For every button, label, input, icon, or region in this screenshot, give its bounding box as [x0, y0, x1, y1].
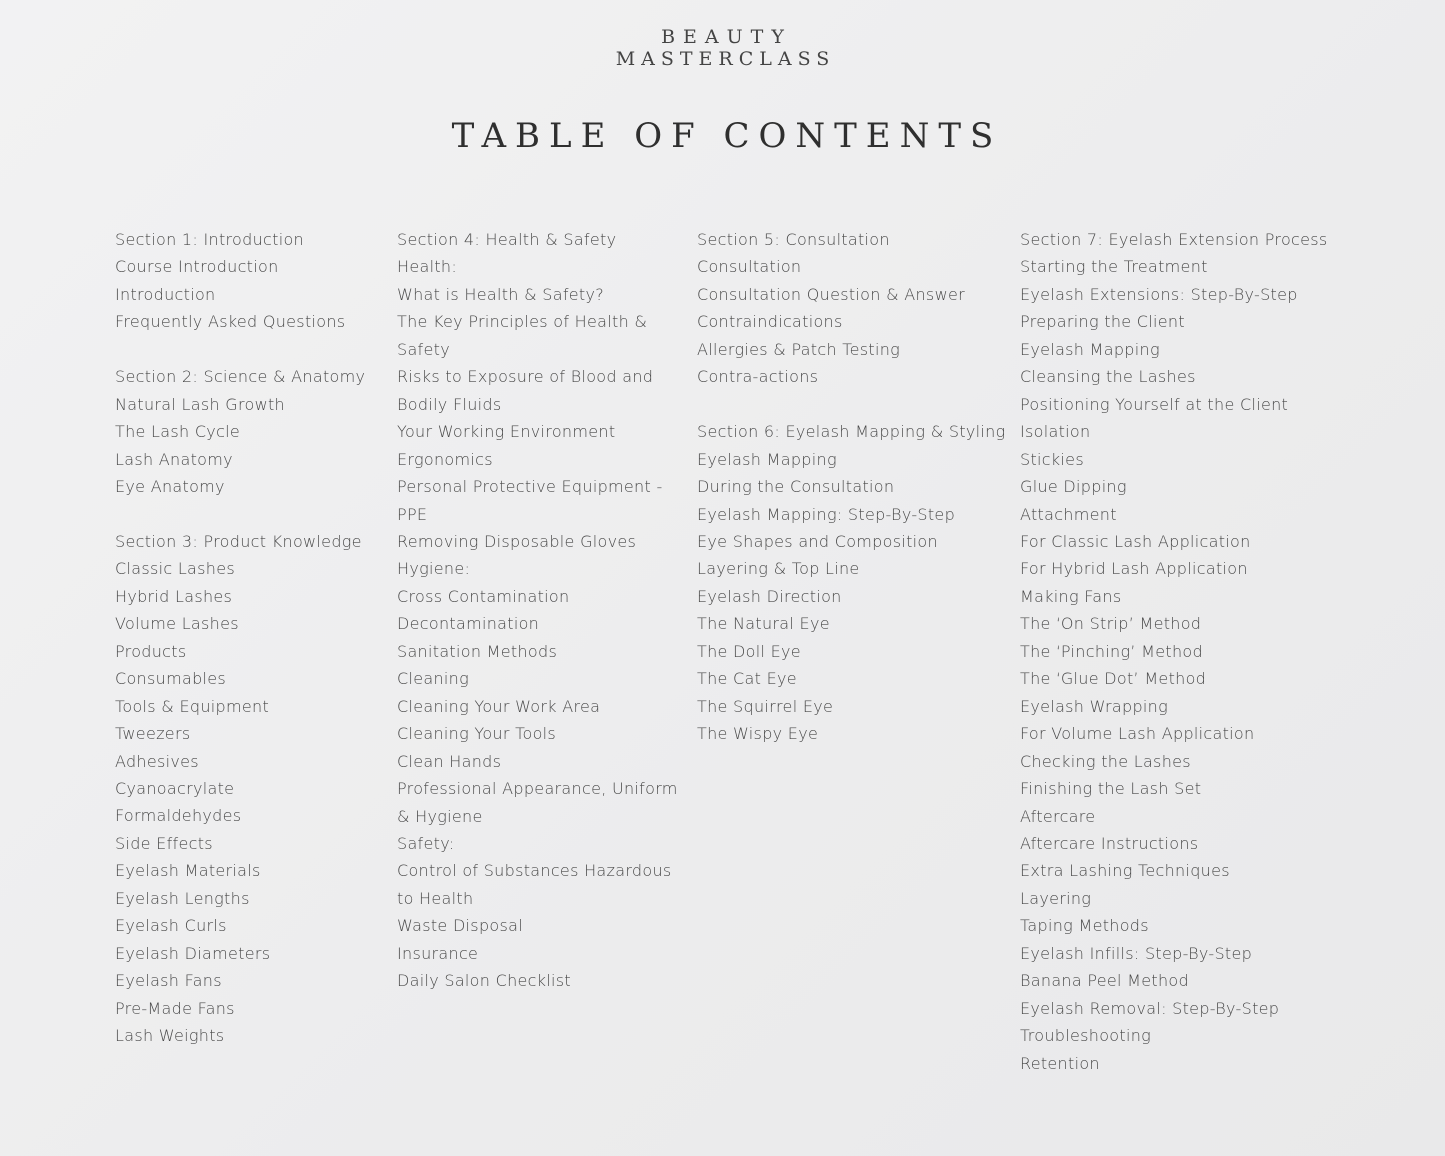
- toc-entry[interactable]: Frequently Asked Questions: [115, 312, 346, 332]
- toc-entry[interactable]: Eyelash Mapping: Step-By-Step: [697, 504, 956, 524]
- toc-entry[interactable]: Course Introduction: [115, 257, 279, 277]
- toc-entry[interactable]: Consultation: [697, 257, 802, 277]
- toc-entry[interactable]: Eyelash Materials: [115, 861, 261, 881]
- brand-line-2: MASTERCLASS: [615, 48, 836, 70]
- toc-section-heading[interactable]: Section 3: Product Knowledge: [115, 531, 362, 551]
- toc-entry[interactable]: Starting the Treatment: [1020, 257, 1208, 277]
- toc-entry[interactable]: Lash Weights: [115, 1026, 225, 1046]
- toc-section-heading[interactable]: Section 7: Eyelash Extension Process: [1020, 230, 1328, 249]
- toc-entry[interactable]: Adhesives: [115, 751, 199, 771]
- toc-entry[interactable]: Safety:: [397, 833, 455, 853]
- toc-entry[interactable]: Eyelash Lengths: [115, 888, 250, 908]
- toc-entry[interactable]: Risks to Exposure of Blood and: [397, 367, 654, 387]
- toc-entry[interactable]: Safety: [397, 339, 450, 359]
- toc-entry[interactable]: & Hygiene: [397, 806, 483, 826]
- toc-entry[interactable]: The Lash Cycle: [115, 422, 241, 442]
- toc-entry[interactable]: For Classic Lash Application: [1020, 531, 1251, 551]
- toc-entry[interactable]: Eyelash Wrapping: [1020, 696, 1169, 716]
- toc-entry[interactable]: Sanitation Methods: [397, 641, 558, 661]
- toc-entry[interactable]: The Key Principles of Health &: [397, 312, 648, 332]
- toc-entry[interactable]: Glue Dipping: [1020, 477, 1127, 497]
- brand-logo: [0, 26, 1445, 70]
- toc-entry[interactable]: Preparing the Client: [1020, 312, 1185, 332]
- toc-entry[interactable]: Daily Salon Checklist: [397, 971, 572, 991]
- toc-entry[interactable]: Clean Hands: [397, 751, 502, 771]
- section-spacer: [115, 501, 385, 528]
- toc-entry[interactable]: Cleansing the Lashes: [1020, 367, 1196, 387]
- toc-entry[interactable]: Eyelash Infills: Step-By-Step: [1020, 943, 1253, 963]
- toc-entry[interactable]: For Volume Lash Application: [1020, 724, 1255, 744]
- toc-entry[interactable]: Classic Lashes: [115, 559, 235, 579]
- toc-entry[interactable]: The ‘Glue Dot’ Method: [1020, 669, 1207, 689]
- toc-entry[interactable]: Eye Shapes and Composition: [697, 531, 938, 551]
- toc-entry[interactable]: Banana Peel Method: [1020, 971, 1189, 991]
- toc-entry[interactable]: Cleaning: [397, 669, 469, 689]
- toc-entry[interactable]: Allergies & Patch Testing: [697, 339, 901, 359]
- section-spacer: [697, 391, 1007, 418]
- toc-entry[interactable]: Products: [115, 641, 187, 661]
- toc-entry[interactable]: The Doll Eye: [697, 641, 801, 661]
- toc-entry[interactable]: PPE: [397, 504, 428, 524]
- toc-entry[interactable]: Cross Contamination: [397, 586, 570, 606]
- toc-entry[interactable]: Introduction: [115, 284, 216, 304]
- toc-entry[interactable]: The Squirrel Eye: [697, 696, 834, 716]
- toc-entry[interactable]: Your Working Environment: [397, 422, 616, 442]
- toc-entry[interactable]: Eyelash Direction: [697, 586, 842, 606]
- toc-entry[interactable]: Aftercare: [1020, 806, 1096, 826]
- toc-entry[interactable]: Waste Disposal: [397, 916, 523, 936]
- toc-entry[interactable]: Hygiene:: [397, 559, 471, 579]
- toc-entry[interactable]: Retention: [1020, 1053, 1100, 1073]
- toc-entry[interactable]: Contra-actions: [697, 367, 819, 387]
- toc-column-3: [697, 226, 1007, 748]
- toc-entry[interactable]: Hybrid Lashes: [115, 586, 233, 606]
- toc-entry[interactable]: Consumables: [115, 669, 227, 689]
- toc-section-heading[interactable]: Section 5: Consultation: [697, 230, 890, 249]
- toc-entry[interactable]: Troubleshooting: [1020, 1026, 1152, 1046]
- toc-entry[interactable]: Cleaning Your Tools: [397, 724, 557, 744]
- toc-entry[interactable]: Tools & Equipment: [115, 696, 270, 716]
- toc-entry[interactable]: Eyelash Mapping: [697, 449, 837, 469]
- toc-entry[interactable]: Ergonomics: [397, 449, 493, 469]
- toc-entry[interactable]: Formaldehydes: [115, 806, 242, 826]
- toc-entry[interactable]: Lash Anatomy: [115, 449, 233, 469]
- toc-entry[interactable]: Eyelash Fans: [115, 971, 222, 991]
- toc-entry[interactable]: Health:: [397, 257, 458, 277]
- toc-entry[interactable]: Pre-Made Fans: [115, 998, 235, 1018]
- toc-entry[interactable]: Eyelash Curls: [115, 916, 227, 936]
- section-spacer: [115, 336, 385, 363]
- brand-line-1: BEAUTY: [661, 26, 792, 48]
- toc-column-2: [397, 226, 687, 995]
- toc-entry[interactable]: Eyelash Removal: Step-By-Step: [1020, 998, 1280, 1018]
- toc-entry[interactable]: Checking the Lashes: [1020, 751, 1191, 771]
- toc-entry[interactable]: Taping Methods: [1020, 916, 1149, 936]
- toc-entry[interactable]: The ‘Pinching’ Method: [1020, 641, 1203, 661]
- page-title: TABLE OF CONTENTS: [451, 116, 1003, 156]
- toc-entry[interactable]: Eyelash Mapping: [1020, 339, 1160, 359]
- toc-entry[interactable]: Bodily Fluids: [397, 394, 502, 414]
- toc-entry[interactable]: The Cat Eye: [697, 669, 797, 689]
- toc-entry[interactable]: to Health: [397, 888, 474, 908]
- toc-section-heading[interactable]: Section 2: Science & Anatomy: [115, 367, 366, 387]
- toc-entry[interactable]: Eyelash Extensions: Step-By-Step: [1020, 284, 1298, 304]
- toc-entry[interactable]: Positioning Yourself at the Client: [1020, 394, 1289, 414]
- toc-entry[interactable]: Attachment: [1020, 504, 1117, 524]
- toc-entry[interactable]: Tweezers: [115, 724, 191, 744]
- toc-entry[interactable]: Cyanoacrylate: [115, 779, 235, 799]
- toc-entry[interactable]: Aftercare Instructions: [1020, 833, 1199, 853]
- toc-entry[interactable]: For Hybrid Lash Application: [1020, 559, 1248, 579]
- toc-entry[interactable]: Layering & Top Line: [697, 559, 860, 579]
- toc-entry[interactable]: Cleaning Your Work Area: [397, 696, 601, 716]
- toc-entry[interactable]: Making Fans: [1020, 586, 1122, 606]
- toc-entry[interactable]: The ‘On Strip’ Method: [1020, 614, 1202, 634]
- toc-entry[interactable]: Finishing the Lash Set: [1020, 779, 1202, 799]
- toc-entry[interactable]: Control of Substances Hazardous: [397, 861, 672, 881]
- toc-entry[interactable]: Layering: [1020, 888, 1092, 908]
- toc-entry[interactable]: The Wispy Eye: [697, 724, 819, 744]
- toc-entry[interactable]: What is Health & Safety?: [397, 284, 605, 304]
- toc-entry[interactable]: Removing Disposable Gloves: [397, 531, 637, 551]
- toc-entry[interactable]: Stickies: [1020, 449, 1084, 469]
- toc-entry[interactable]: Side Effects: [115, 833, 213, 853]
- toc-section-heading[interactable]: Section 1: Introduction: [115, 230, 304, 249]
- toc-entry[interactable]: Personal Protective Equipment -: [397, 477, 663, 497]
- toc-entry[interactable]: Volume Lashes: [115, 614, 239, 634]
- toc-entry[interactable]: Isolation: [1020, 422, 1091, 442]
- toc-entry[interactable]: Contraindications: [697, 312, 843, 332]
- toc-entry[interactable]: Natural Lash Growth: [115, 394, 285, 414]
- toc-section-heading[interactable]: Section 6: Eyelash Mapping & Styling: [697, 422, 1006, 442]
- toc-entry[interactable]: Consultation Question & Answer: [697, 284, 965, 304]
- toc-entry[interactable]: Professional Appearance, Uniform: [397, 779, 678, 799]
- toc-entry[interactable]: Decontamination: [397, 614, 540, 634]
- toc-entry[interactable]: Eye Anatomy: [115, 477, 225, 497]
- toc-entry[interactable]: Extra Lashing Techniques: [1020, 861, 1230, 881]
- toc-column-4: [1020, 226, 1350, 1077]
- toc-entry[interactable]: The Natural Eye: [697, 614, 830, 634]
- toc-entry[interactable]: Eyelash Diameters: [115, 943, 271, 963]
- toc-section-heading[interactable]: Section 4: Health & Safety: [397, 230, 617, 249]
- toc-column-1: [115, 226, 385, 1050]
- toc-entry[interactable]: Insurance: [397, 943, 479, 963]
- toc-entry[interactable]: During the Consultation: [697, 477, 895, 497]
